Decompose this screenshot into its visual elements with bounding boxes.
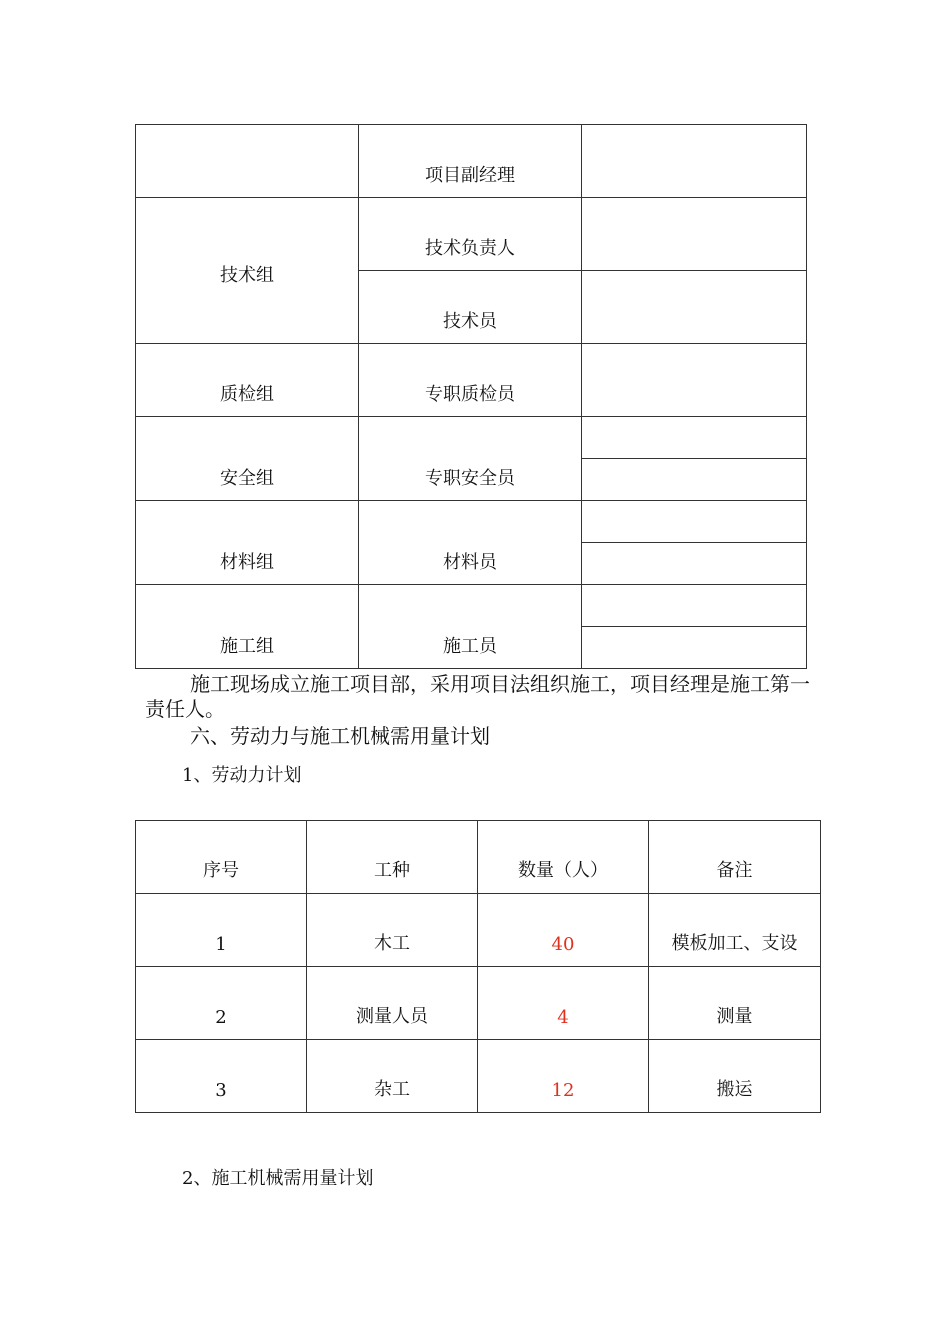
- count-cell: 12: [478, 1040, 649, 1113]
- row-number: 3: [136, 1040, 307, 1113]
- count-cell: 4: [478, 967, 649, 1040]
- table-row: [136, 198, 807, 271]
- subheading-number: 1: [182, 765, 194, 786]
- role-cell: 施工员: [359, 585, 582, 669]
- table-row: [136, 501, 807, 543]
- body-paragraph: 施工现场成立施工项目部，采用项目法组织施工，项目经理是施工第一责任人。: [145, 672, 810, 721]
- role-cell: 专职质检员: [359, 344, 582, 417]
- column-header: 备注: [649, 821, 821, 894]
- role-cell: 项目副经理: [359, 125, 582, 198]
- role-cell: 技术负责人: [359, 198, 582, 271]
- labor-table: [135, 820, 821, 1113]
- subheading-text: 、劳动力计划: [193, 765, 302, 786]
- column-header: 数量（人）: [478, 821, 649, 894]
- name-cell: [582, 627, 807, 669]
- table-header-row: [136, 821, 821, 894]
- subheading-number: 2: [182, 1168, 194, 1189]
- name-cell: [582, 501, 807, 543]
- role-cell: 专职安全员: [359, 417, 582, 501]
- row-number: 2: [136, 967, 307, 1040]
- trade-cell: 杂工: [307, 1040, 478, 1113]
- subheading-machinery-plan: [182, 1164, 373, 1190]
- column-header: 序号: [136, 821, 307, 894]
- count-cell: 40: [478, 894, 649, 967]
- name-cell: [582, 271, 807, 344]
- section-heading: 六、劳动力与施工机械需用量计划: [190, 724, 490, 748]
- column-header: 工种: [307, 821, 478, 894]
- group-cell: 质检组: [136, 344, 359, 417]
- name-cell: [582, 125, 807, 198]
- trade-cell: 测量人员: [307, 967, 478, 1040]
- name-cell: [582, 459, 807, 501]
- row-number: 1: [136, 894, 307, 967]
- note-cell: 模板加工、支设: [649, 894, 821, 967]
- group-cell: [136, 125, 359, 198]
- subheading-labor-plan: [182, 761, 301, 787]
- table-row: [136, 417, 807, 459]
- group-cell: 安全组: [136, 417, 359, 501]
- table-row: [136, 344, 807, 417]
- table-row: [136, 585, 807, 627]
- note-cell: 搬运: [649, 1040, 821, 1113]
- name-cell: [582, 543, 807, 585]
- trade-cell: 木工: [307, 894, 478, 967]
- group-cell: 技术组: [136, 198, 359, 344]
- subheading-text: 、施工机械需用量计划: [193, 1168, 374, 1189]
- role-cell: 技术员: [359, 271, 582, 344]
- name-cell: [582, 417, 807, 459]
- group-cell: 材料组: [136, 501, 359, 585]
- name-cell: [582, 198, 807, 271]
- role-cell: 材料员: [359, 501, 582, 585]
- table-row: [136, 125, 807, 198]
- table-row: [136, 894, 821, 967]
- name-cell: [582, 344, 807, 417]
- note-cell: 测量: [649, 967, 821, 1040]
- group-cell: 施工组: [136, 585, 359, 669]
- table-row: [136, 967, 821, 1040]
- table-row: [136, 1040, 821, 1113]
- organization-table: [135, 124, 807, 669]
- name-cell: [582, 585, 807, 627]
